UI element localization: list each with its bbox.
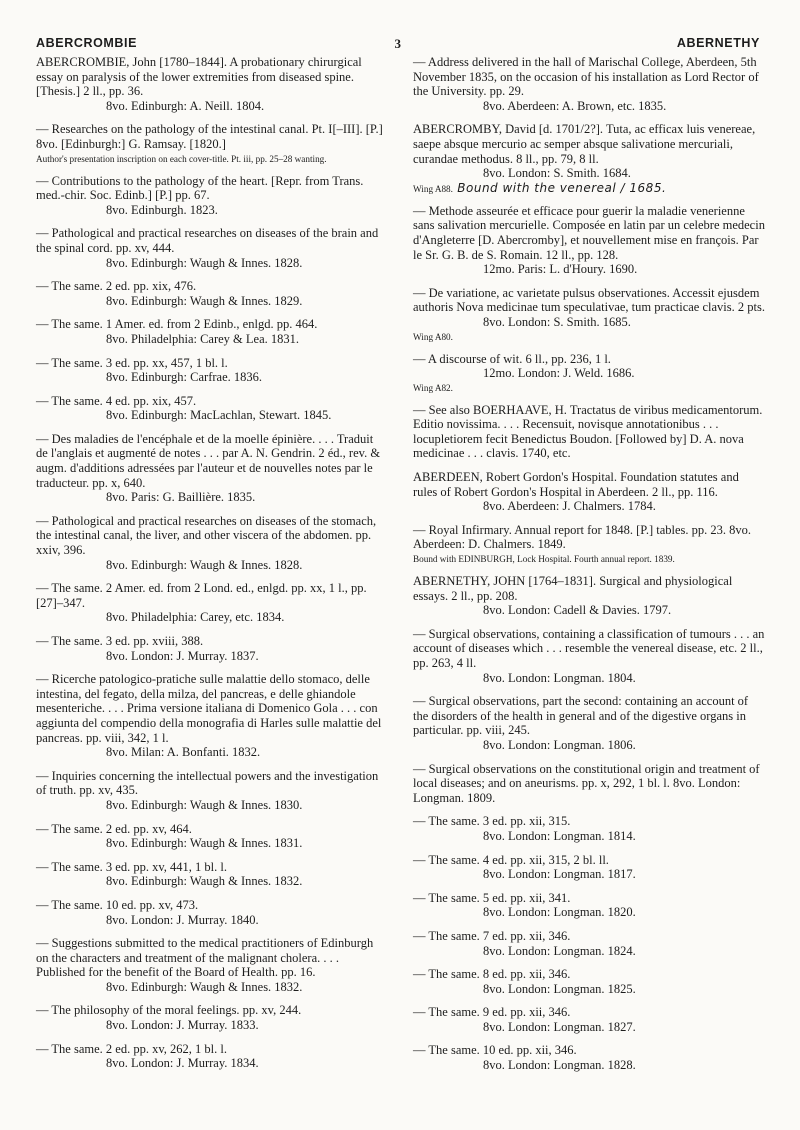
entry-description: — Pathological and practical researches on diseases of the brain and the spinal cord. pp. xv, 444. xyxy=(36,226,379,255)
entry-note xyxy=(413,332,765,343)
entry-imprint: 8vo. Paris: G. Baillière. 1835. xyxy=(106,490,256,505)
entry-imprint: 8vo. Edinburgh: A. Neill. 1804. xyxy=(106,98,265,113)
entry-description: — Ricerche patologico-pratiche sulle malattie dello stomaco, delle intestina, del fegato, della milza, del pancreas, e delle ghiandole mesenteriche. . . . Prima versione italiana di Domenico Gola . . . con aggiunta del compendio della monografia di Harles sulle malattie del pancreas. pp. viii, 342, 1 l. xyxy=(36,672,382,745)
entry-description: — The same. 8 ed. pp. xii, 346. xyxy=(413,967,571,982)
entry-description: — The same. 9 ed. pp. xii, 346. xyxy=(413,1005,571,1020)
entry-imprint: 8vo. Philadelphia: Carey, etc. 1834. xyxy=(106,610,285,625)
entry-description: — The same. 3 ed. pp. xii, 315. xyxy=(413,814,571,829)
entry-imprint: 8vo. Edinburgh. 1823. xyxy=(106,202,218,217)
entry-imprint: 12mo. London: J. Weld. 1686. xyxy=(483,366,635,381)
entry-description: — Methode asseurée et efficace pour guerir la maladie venerienne sans salivation mercurielle. Composée en latin par un celebre medecin d'Angleterre [D. Abercromby], et nouvellement mise en françois. Par le Sr. G. B. de S. Romain. 12 ll., pp. 128. xyxy=(413,203,765,262)
entry-note-text: Wing A88. xyxy=(413,183,453,194)
entry-note-text: Wing A80. xyxy=(413,331,453,342)
catalog-entry xyxy=(36,581,384,625)
entry-description: — The same. 1 Amer. ed. from 2 Edinb., enlgd. pp. 464. xyxy=(36,317,318,332)
catalog-entry xyxy=(36,394,384,423)
entry-imprint: 8vo. London: S. Smith. 1685. xyxy=(483,314,631,329)
entry-imprint: 8vo. London: J. Murray. 1837. xyxy=(106,648,259,663)
entry-imprint: 8vo. Aberdeen: A. Brown, etc. 1835. xyxy=(483,98,667,113)
catalog-entry xyxy=(36,672,384,760)
entry-imprint: 12mo. Paris: L. d'Houry. 1690. xyxy=(483,262,638,277)
page-number: 3 xyxy=(394,36,402,51)
entry-description: — Pathological and practical researches on diseases of the stomach, the intestinal canal, the liver, and other viscera of the abdomen. pp. xxiv, 396. xyxy=(36,513,377,558)
entry-description: — The same. 2 Amer. ed. from 2 Lond. ed., enlgd. pp. xx, 1 l., pp. [27]–347. xyxy=(36,581,367,610)
entry-description: — The same. 4 ed. pp. xii, 315, 2 bl. ll. xyxy=(413,852,609,867)
entry-imprint: 8vo. Edinburgh: Waugh & Innes. 1828. xyxy=(106,255,303,270)
header-right: ABERNETHY xyxy=(676,36,760,50)
catalog-entry xyxy=(36,122,384,164)
entry-description: — A discourse of wit. 6 ll., pp. 236, 1 l. xyxy=(413,351,611,366)
catalog-entry xyxy=(413,574,765,618)
entry-imprint: 8vo. Edinburgh: Waugh & Innes. 1828. xyxy=(106,557,303,572)
entry-description: — Des maladies de l'encéphale et de la moelle épinière. . . . Traduit de l'anglais et augmenté de notes . . . par A. N. Gendrin. 2 éd., rev. & augm. d'additions adressées par l'auteur et de nouvelles notes par le traducteur. pp. x, 640. xyxy=(36,431,381,490)
catalog-entry xyxy=(413,814,765,843)
entry-description: ABERCROMBY, David [d. 1701/2?]. Tuta, ac efficax luis venereae, saepe absque mercurio ac semper absque salivatione mercuriali, curandae methodus. 8 ll., pp. 79, 8 ll. xyxy=(413,122,756,166)
catalog-entry xyxy=(36,356,384,385)
catalog-entry xyxy=(413,122,765,194)
catalog-entry xyxy=(36,174,384,218)
catalog-entry xyxy=(36,1042,384,1071)
entry-imprint: 8vo. London: Cadell & Davies. 1797. xyxy=(483,603,672,618)
entry-description: — The same. 10 ed. pp. xv, 473. xyxy=(36,897,199,912)
catalog-entry xyxy=(413,204,765,277)
catalog-entry xyxy=(36,936,384,994)
entry-imprint: 8vo. London: Longman. 1806. xyxy=(483,737,636,752)
catalog-entry xyxy=(36,634,384,663)
entry-imprint: 8vo. London: Longman. 1828. xyxy=(483,1058,636,1073)
catalog-entry xyxy=(413,286,765,343)
entry-imprint: 8vo. London: Longman. 1820. xyxy=(483,905,636,920)
entry-description: — Address delivered in the hall of Marischal College, Aberdeen, 5th November 1835, on the occasion of his installation as Lord Rector of the University. pp. 29. xyxy=(413,55,759,99)
entry-description: — The same. 4 ed. pp. xix, 457. xyxy=(36,393,197,408)
running-header xyxy=(36,36,760,52)
entry-note xyxy=(413,554,765,565)
entry-imprint: 8vo. Edinburgh: Waugh & Innes. 1829. xyxy=(106,293,303,308)
catalog-entry xyxy=(36,769,384,813)
catalog-entry xyxy=(36,860,384,889)
entry-description: ABERDEEN, Robert Gordon's Hospital. Foundation statutes and rules of Robert Gordon's Hospital in Aberdeen. 2 ll., pp. 116. xyxy=(413,470,739,499)
entry-description: — The same. 5 ed. pp. xii, 341. xyxy=(413,890,571,905)
entry-note-text: Wing A82. xyxy=(413,382,453,393)
catalog-entry xyxy=(413,470,765,514)
entry-note xyxy=(413,383,765,394)
entry-imprint: 8vo. Edinburgh: MacLachlan, Stewart. 1845. xyxy=(106,408,332,423)
entry-description: — The same. 7 ed. pp. xii, 346. xyxy=(413,928,571,943)
entry-note xyxy=(413,180,765,195)
handwritten-annotation: Bound with the venereal / 1685. xyxy=(452,180,667,195)
entry-imprint: 8vo. Edinburgh: Waugh & Innes. 1830. xyxy=(106,797,303,812)
entry-description: — The same. 3 ed. pp. xv, 441, 1 bl. l. xyxy=(36,859,227,874)
entry-description: — The same. 10 ed. pp. xii, 346. xyxy=(413,1043,577,1058)
entry-imprint: 8vo. London: Longman. 1825. xyxy=(483,981,636,996)
entry-imprint: 8vo. London: Longman. 1817. xyxy=(483,867,636,882)
catalog-entry xyxy=(36,898,384,927)
entry-description: — The same. 2 ed. pp. xv, 464. xyxy=(36,821,192,836)
entry-note xyxy=(36,154,384,165)
entry-imprint: 8vo. Edinburgh: Waugh & Innes. 1832. xyxy=(106,874,303,889)
entry-imprint: 8vo. Milan: A. Bonfanti. 1832. xyxy=(106,745,261,760)
entry-description: — See also BOERHAAVE, H. Tractatus de viribus medicamentorum. Editio novissima. . . . Recensuit, novisque annotationibus . . . locupletiorem fecit Benedictus Boudon. [Followed by] D. A. nova medicinae . . . clavis. 1740, etc. xyxy=(413,402,763,461)
entry-note-text: Bound with EDINBURGH, Lock Hospital. Fourth annual report. 1839. xyxy=(413,554,675,565)
entry-description: — The same. 3 ed. pp. xviii, 388. xyxy=(36,634,204,648)
entry-description: — Inquiries concerning the intellectual powers and the investigation of truth. pp. xv, 435. xyxy=(36,768,379,798)
entry-description: — Surgical observations, part the second: containing an account of the disorders of the health in general and of the digestive organs in particular. pp. viii, 245. xyxy=(413,694,749,738)
entry-imprint: 8vo. London: J. Murray. 1840. xyxy=(106,912,259,927)
entry-description: ABERNETHY, JOHN [1764–1831]. Surgical and physiological essays. 2 ll., pp. 208. xyxy=(413,574,733,603)
catalog-entry xyxy=(413,1043,765,1072)
catalog-entry xyxy=(36,822,384,851)
entry-description: — Surgical observations, containing a classification of tumours . . . an account of diseases which . . . resemble the venereal disease, etc. 2 ll., pp. 263, 4 ll. xyxy=(413,626,765,670)
entry-description: — Surgical observations on the constitutional origin and treatment of local diseases; and on aneurisms. pp. x, 292, 1 bl. l. 8vo. London: Longman. 1809. xyxy=(413,761,760,805)
entry-imprint: 8vo. Edinburgh: Carfrae. 1836. xyxy=(106,370,262,385)
catalog-entry xyxy=(36,279,384,308)
entry-imprint: 8vo. London: Longman. 1824. xyxy=(483,943,636,958)
entry-imprint: 8vo. London: Longman. 1814. xyxy=(483,828,636,843)
catalog-entry xyxy=(413,694,765,752)
entry-imprint: 8vo. Edinburgh: Waugh & Innes. 1832. xyxy=(106,979,303,994)
entry-description: — The same. 3 ed. pp. xx, 457, 1 bl. l. xyxy=(36,355,228,370)
catalog-entry xyxy=(36,55,384,113)
entry-description: — Royal Infirmary. Annual report for 1848. [P.] tables. pp. 23. 8vo. Aberdeen: D. Chalmers. 1849. xyxy=(413,522,752,552)
catalog-entry xyxy=(413,403,765,461)
catalog-entry xyxy=(413,853,765,882)
left-column xyxy=(36,55,384,1080)
entry-imprint: 8vo. London: Longman. 1804. xyxy=(483,670,636,685)
entry-description: — The philosophy of the moral feelings. pp. xv, 244. xyxy=(36,1003,302,1018)
entry-imprint: 8vo. London: S. Smith. 1684. xyxy=(483,166,631,181)
entry-imprint: 8vo. Edinburgh: Waugh & Innes. 1831. xyxy=(106,836,303,851)
entry-imprint: 8vo. London: Longman. 1827. xyxy=(483,1019,636,1034)
catalog-entry xyxy=(413,523,765,565)
catalog-entry xyxy=(36,514,384,572)
catalog-entry xyxy=(36,432,384,505)
entry-description: ABERCROMBIE, John [1780–1844]. A probationary chirurgical essay on paralysis of the lower extremities from diseased spine. [Thesis.] 2 ll., pp. 36. xyxy=(36,55,362,99)
catalog-entry xyxy=(36,317,384,346)
entry-imprint: 8vo. Philadelphia: Carey & Lea. 1831. xyxy=(106,331,300,346)
catalog-entry xyxy=(413,1005,765,1034)
entry-description: — Contributions to the pathology of the heart. [Repr. from Trans. med.-chir. Soc. Edinb.] [P.] pp. 67. xyxy=(36,173,364,203)
catalog-entry xyxy=(413,967,765,996)
catalog-entry xyxy=(413,55,765,113)
catalog-entry xyxy=(36,1003,384,1032)
entry-description: — Researches on the pathology of the intestinal canal. Pt. I[–III]. [P.] 8vo. [Edinburgh:] G. Ramsay. [1820.] xyxy=(36,122,383,151)
entry-note-text: Author's presentation inscription on each cover-title. Pt. iii, pp. 25–28 wanting. xyxy=(36,153,327,164)
entry-description: — The same. 2 ed. pp. xix, 476. xyxy=(36,279,197,294)
catalog-entry xyxy=(413,891,765,920)
entry-imprint: 8vo. London: J. Murray. 1833. xyxy=(106,1018,259,1033)
entry-description: — The same. 2 ed. pp. xv, 262, 1 bl. l. xyxy=(36,1041,227,1056)
catalog-entry xyxy=(413,352,765,394)
catalog-entry xyxy=(36,226,384,270)
catalog-entry xyxy=(413,627,765,685)
catalog-entry xyxy=(413,929,765,958)
catalog-entry xyxy=(413,762,765,806)
header-left: ABERCROMBIE xyxy=(36,36,138,50)
entry-imprint: 8vo. Aberdeen: J. Chalmers. 1784. xyxy=(483,499,656,514)
entry-imprint: 8vo. London: J. Murray. 1834. xyxy=(106,1056,259,1071)
entry-description: — De variatione, ac varietate pulsus observationes. Accessit ejusdem authoris Nova medicinae tum speculativae, tum practicae clavis. 2 pts. xyxy=(413,285,765,315)
entry-description: — Suggestions submitted to the medical practitioners of Edinburgh on the characters and treatment of the malignant cholera. . . . Published for the benefit of the Board of Health. pp. 16. xyxy=(36,936,374,980)
right-column xyxy=(413,55,765,1082)
